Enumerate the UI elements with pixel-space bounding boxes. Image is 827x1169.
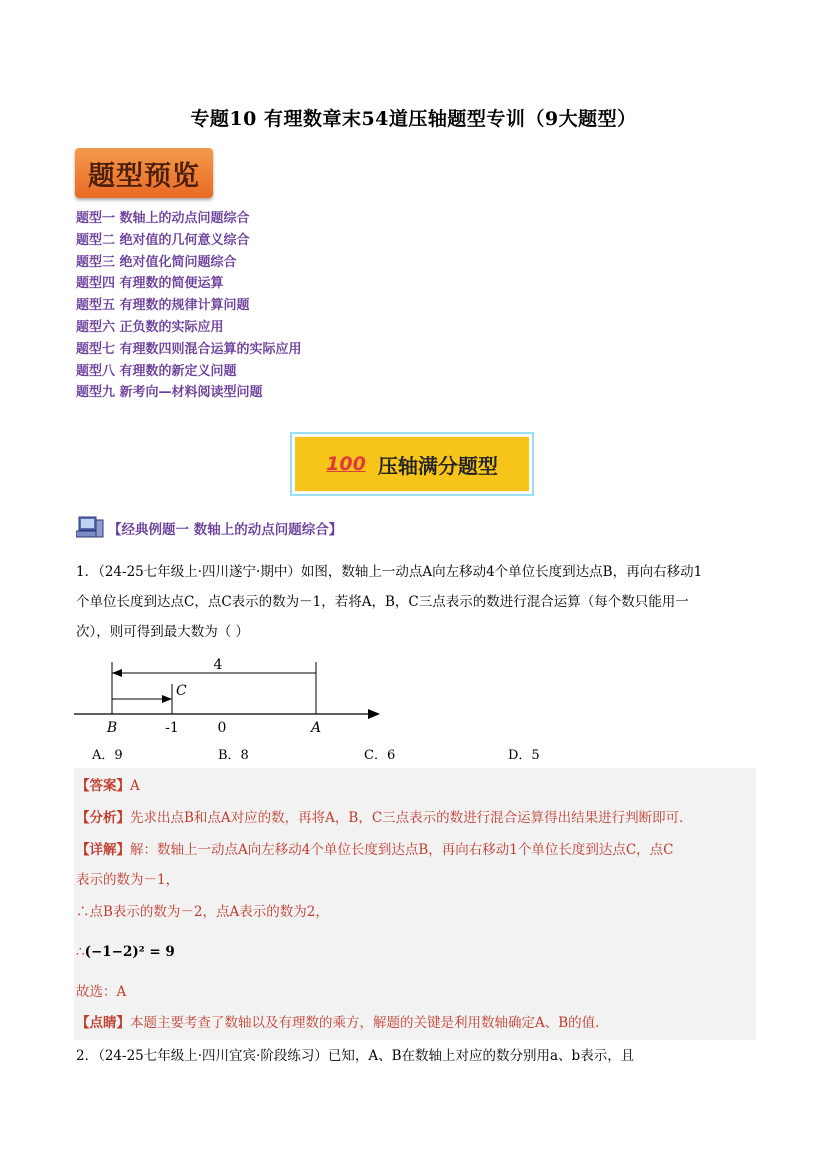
- toc-item: 题型一 数轴上的动点问题综合: [76, 211, 250, 226]
- therefore-symbol: ∴: [76, 944, 85, 960]
- example-heading: [76, 516, 342, 540]
- toc-item: 题型六 正负数的实际应用: [76, 319, 224, 335]
- computer-icon: [76, 516, 104, 540]
- point-line: [76, 1011, 752, 1036]
- q1-line1: 1．（24-25七年级上·四川遂宁·期中）如图，数轴上一动点A向左移动4个单位长度到达点B，再向右移动1: [76, 564, 703, 580]
- toc-item: 题型三 绝对值化简问题综合: [76, 254, 237, 270]
- toc-item: 题型九 新考向—材料阅读型问题: [76, 385, 263, 401]
- detail-text-1: 解：数轴上一动点A向左移动4个单位长度到达点B，再向右移动1个单位长度到达点C，点C: [130, 842, 674, 858]
- point-tag: 【点睛】: [76, 1015, 130, 1031]
- detail-line-4: [76, 940, 752, 965]
- preview-badge-label: 题型预览: [88, 160, 200, 192]
- value-c-label: -1: [165, 720, 179, 736]
- q2-line1: 2．（24-25七年级上·四川宜宾·阶段练习）已知，A、B在数轴上对应的数分别用a、b表示，且: [76, 1048, 635, 1064]
- toc-item: 题型二 绝对值的几何意义综合: [76, 232, 250, 248]
- toc-list: [76, 208, 302, 404]
- q1-line3: 次），则可得到最大数为（ ）: [76, 624, 250, 640]
- analysis-line: [76, 806, 752, 831]
- zero-label: 0: [217, 720, 227, 736]
- number-line-figure: [70, 652, 390, 740]
- detail-line-5: 故选：A: [76, 984, 127, 1000]
- point-text: 本题主要考查了数轴以及有理数的乘方，解题的关键是利用数轴确定A、B的值．: [130, 1015, 609, 1031]
- full-score-badge: [290, 432, 534, 496]
- answer-value: A: [130, 778, 140, 794]
- hundred-icon: 100: [326, 453, 366, 475]
- toc-item: 题型五 有理数的规律计算问题: [76, 298, 250, 314]
- choice-d: D．5: [508, 748, 540, 763]
- detail-line-3: ∴点B表示的数为－2，点A表示的数为2，: [76, 904, 329, 920]
- choice-b: B．8: [218, 748, 249, 763]
- answer-box: [74, 768, 756, 1040]
- toc-item: 题型四 有理数的简便运算: [76, 276, 224, 292]
- toc-item: 题型八 有理数的新定义问题: [76, 363, 237, 379]
- detail-tag: 【详解】: [76, 842, 130, 858]
- choice-c: C．6: [364, 748, 396, 763]
- length-label: 4: [213, 657, 223, 673]
- math-expression: (−1−2)² = 9: [84, 944, 175, 960]
- detail-line-1: [76, 838, 752, 863]
- detail-line-2: 表示的数为－1，: [76, 872, 180, 888]
- choice-a: A．9: [92, 748, 123, 763]
- answer-line: [76, 774, 752, 799]
- point-c-label: C: [176, 683, 187, 699]
- analysis-text: 先求出点B和点A对应的数，再将A，B，C三点表示的数进行混合运算得出结果进行判断即可．: [130, 810, 693, 826]
- full-score-badge-label: 压轴满分题型: [377, 453, 498, 478]
- answer-tag: 【答案】: [76, 778, 130, 794]
- page-title: 专题10 有理数章末54道压轴题型专训（9大题型）: [190, 108, 637, 130]
- toc-item: 题型七 有理数四则混合运算的实际应用: [76, 341, 302, 357]
- point-a-label: A: [310, 720, 322, 736]
- preview-badge: [75, 148, 213, 198]
- point-b-label: B: [106, 720, 118, 736]
- example-heading-label: 【经典例题一 数轴上的动点问题综合】: [108, 522, 343, 538]
- q1-line2: 个单位长度到达点C，点C表示的数为－1，若将A，B，C三点表示的数进行混合运算（每个数只能用一: [76, 594, 689, 610]
- full-score-badge-inner: [295, 437, 529, 491]
- analysis-tag: 【分析】: [76, 810, 130, 826]
